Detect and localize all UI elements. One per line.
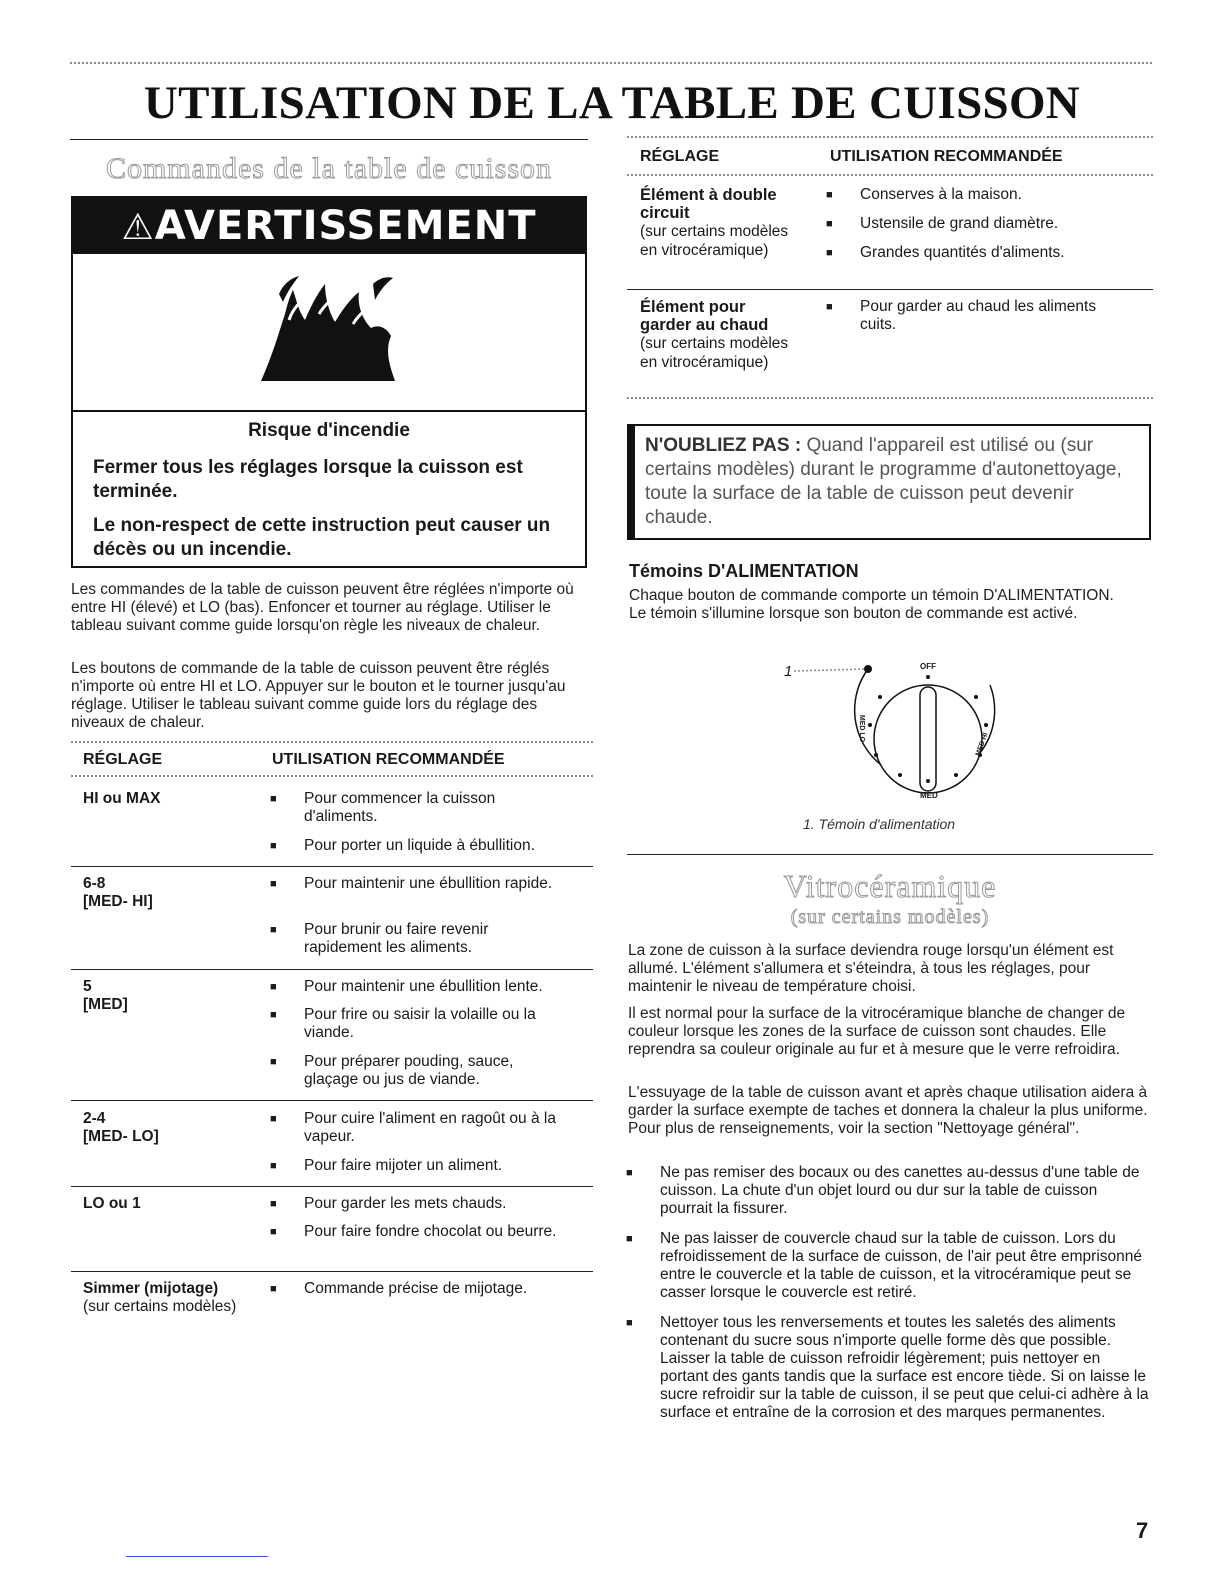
row-5-item-1: ■ Pour maintenir une ébullition lente.: [270, 978, 590, 996]
row-simmer-item-1: ■ Commande précise de mijotage.: [270, 1280, 580, 1298]
row-divider: [71, 1271, 593, 1272]
row-2-4-item-2: ■ Pour faire mijoter un aliment.: [270, 1157, 570, 1175]
page-number: 7: [1136, 1518, 1149, 1543]
page-title: UTILISATION DE LA TABLE DE CUISSON: [143, 77, 1081, 129]
section-title-commandes: Commandes de la table de cuisson: [105, 152, 553, 185]
temoins-title: Témoins D'ALIMENTATION: [629, 561, 859, 581]
warning-line-1: Fermer tous les réglages lorsque la cuisson est terminée.: [93, 457, 523, 502]
row-key-5: 5 [MED]: [83, 978, 128, 1013]
fire-pictogram: [73, 254, 585, 412]
section-title-vitro: Vitrocéramique: [783, 868, 997, 904]
row-key-simmer: Simmer (mijotage) (sur certains modèles): [83, 1280, 237, 1315]
knob-label-med: MED: [920, 791, 938, 800]
top-rule: [70, 62, 1152, 64]
fire-icon: [73, 254, 589, 410]
warning-header: [73, 198, 585, 254]
row-divider: [71, 1186, 593, 1187]
right-table-bottom-rule: [627, 397, 1153, 399]
row-hi-item-2: ■ Pour porter un liquide à ébullition.: [270, 837, 580, 855]
row-hi-item-1: ■ Pour commencer la cuisson d'aliments.: [270, 790, 570, 826]
row-key-double: Élément à double circuit (sur certains modèles en vitrocéramique): [640, 186, 789, 259]
warning-triangle-icon: ⚠: [121, 207, 155, 248]
knob-caption: 1. Témoin d'alimentation: [803, 816, 956, 832]
row-divider: [71, 866, 593, 867]
left-para-2: Les boutons de commande de la table de cuisson peuvent être réglés n'importe où entre HI et LO. Appuyer sur le bouton et le tourner jusqu'au réglage. Utiliser le tableau suivant comme guide lors du réglage des niveaux de chaleur.: [71, 660, 566, 731]
left-table-top-rule: [71, 741, 593, 743]
knob-label-off: OFF: [920, 662, 936, 671]
left-para-1: Les commandes de la table de cuisson peuvent être réglées n'importe où entre HI (élevé) et LO (bas). Enfoncer et tourner au réglage. Utiliser le tableau suivant comme guide lorsqu'on règle les niveaux de chaleur.: [71, 581, 574, 634]
row-key-warm: Élément pour garder au chaud (sur certains modèles en vitrocéramique): [640, 298, 789, 371]
notice-text: Quand l'appareil est utilisé ou (sur certains modèles) durant le programme d'autonettoyage, toute la surface de la table de cuisson peut devenir chaude.: [645, 435, 1122, 528]
row-double-item-2: ■ Ustensile de grand diamètre.: [826, 215, 1136, 233]
row-key-hi: HI ou MAX: [83, 790, 161, 807]
knob-illustration: [780, 655, 1010, 805]
row-key-lo: LO ou 1: [83, 1195, 141, 1212]
right-table-top-rule: [627, 136, 1153, 138]
section-subtitle-vitro: (sur certains modèles): [790, 906, 990, 928]
row-divider: [71, 969, 593, 970]
notice-label: N'OUBLIEZ PAS :: [645, 435, 802, 456]
row-lo-item-2: ■ Pour faire fondre chocolat ou beurre.: [270, 1223, 570, 1241]
warning-heading: AVERTISSEMENT: [154, 203, 537, 249]
row-double-item-3: ■ Grandes quantités d'aliments.: [826, 244, 1136, 262]
footer-blue-line: [126, 1556, 268, 1557]
knob-icon: [780, 655, 1010, 805]
row-divider: [627, 289, 1153, 290]
vitro-rule: [627, 854, 1153, 855]
row-key-2-4: 2-4 [MED- LO]: [83, 1110, 159, 1145]
temoins-text: Chaque bouton de commande comporte un témoin D'ALIMENTATION. Le témoin s'illumine lorsque son bouton de commande est activé.: [629, 587, 1114, 622]
warning-risk: Risque d'incendie: [248, 420, 410, 441]
row-double-item-1: ■ Conserves à la maison.: [826, 186, 1136, 204]
right-table-head-rule: [627, 174, 1153, 176]
left-col-utilisation: UTILISATION RECOMMANDÉE: [272, 751, 505, 768]
knob-label-med-hi: MED HI: [974, 731, 990, 758]
row-2-4-item-1: ■ Pour cuire l'aliment en ragoût ou à la vapeur.: [270, 1110, 585, 1146]
vitro-para-3: L'essuyage de la table de cuisson avant et après chaque utilisation aidera à garder la surface exempte de taches et donnera la chaleur la plus uniforme. Pour plus de renseignements, voir la section "Nettoyage général".: [628, 1084, 1148, 1137]
row-divider: [71, 1100, 593, 1101]
row-key-6-8: 6-8 [MED- HI]: [83, 875, 153, 910]
vitro-bullet-1: ■ Ne pas remiser des bocaux ou des canettes au-dessus d'une table de cuisson. La chute d'un objet lourd ou dur sur la table de cuisson pourrait la fissurer.: [626, 1164, 1150, 1218]
notice-text-block: [645, 434, 1145, 530]
left-table-head-rule: [71, 775, 593, 777]
row-lo-item-1: ■ Pour garder les mets chauds.: [270, 1195, 570, 1213]
vitro-para-2: Il est normal pour la surface de la vitrocéramique blanche de changer de couleur lorsque les zones de la surface de cuisson sont chaudes. Elle reprendra sa couleur originale au fur et à mesure que le verre refroidira.: [628, 1005, 1126, 1058]
row-6-8-item-1: ■ Pour maintenir une ébullition rapide.: [270, 875, 570, 893]
right-col-utilisation: UTILISATION RECOMMANDÉE: [830, 148, 1063, 165]
right-col-reglage: RÉGLAGE: [640, 148, 720, 165]
knob-label-med-lo: MED LO: [858, 714, 866, 743]
row-warm-item-1: ■ Pour garder au chaud les aliments cuits.: [826, 298, 1136, 334]
notice-box: [627, 424, 1151, 540]
row-5-item-3: ■ Pour préparer pouding, sauce, glaçage ou jus de viande.: [270, 1053, 570, 1089]
row-6-8-item-2: ■ Pour brunir ou faire revenir rapidement les aliments.: [270, 921, 570, 957]
vitro-bullet-2: ■ Ne pas laisser de couvercle chaud sur la table de cuisson. Lors du refroidissement de la surface de cuisson, de l'air peut être emprisonné entre le couvercle et la table de cuisson, et la vitrocéramique peut se casser lorsque le couvercle est retiré.: [626, 1230, 1150, 1302]
row-5-item-2: ■ Pour frire ou saisir la volaille ou la viande.: [270, 1006, 570, 1042]
vitro-para-1: La zone de cuisson à la surface deviendra rouge lorsqu'un élément est allumé. L'élément s'allumera et s'éteindra, à tous les réglages, pour maintenir le niveau de température choisi.: [628, 942, 1114, 995]
warning-line-2: Le non-respect de cette instruction peut causer un décès ou un incendie.: [93, 515, 551, 560]
left-col-reglage: RÉGLAGE: [83, 751, 163, 768]
vitro-bullet-3: ■ Nettoyer tous les renversements et toutes les saletés des aliments contenant du sucre sous n'importe quelle forme dès que possible. Laisser la table de cuisson refroidir légèrement; puis nettoyer en portant des gants tandis que la surface est encore tiède. Si on laisse le sucre refroidir sur la table de cuisson, il se peut que celui-ci adhère à la surface et entraîne de la corrosion et des marques permanentes.: [626, 1314, 1150, 1422]
left-title-rule: [70, 139, 588, 140]
warning-box: [71, 196, 587, 568]
callout-number: 1: [784, 663, 793, 680]
